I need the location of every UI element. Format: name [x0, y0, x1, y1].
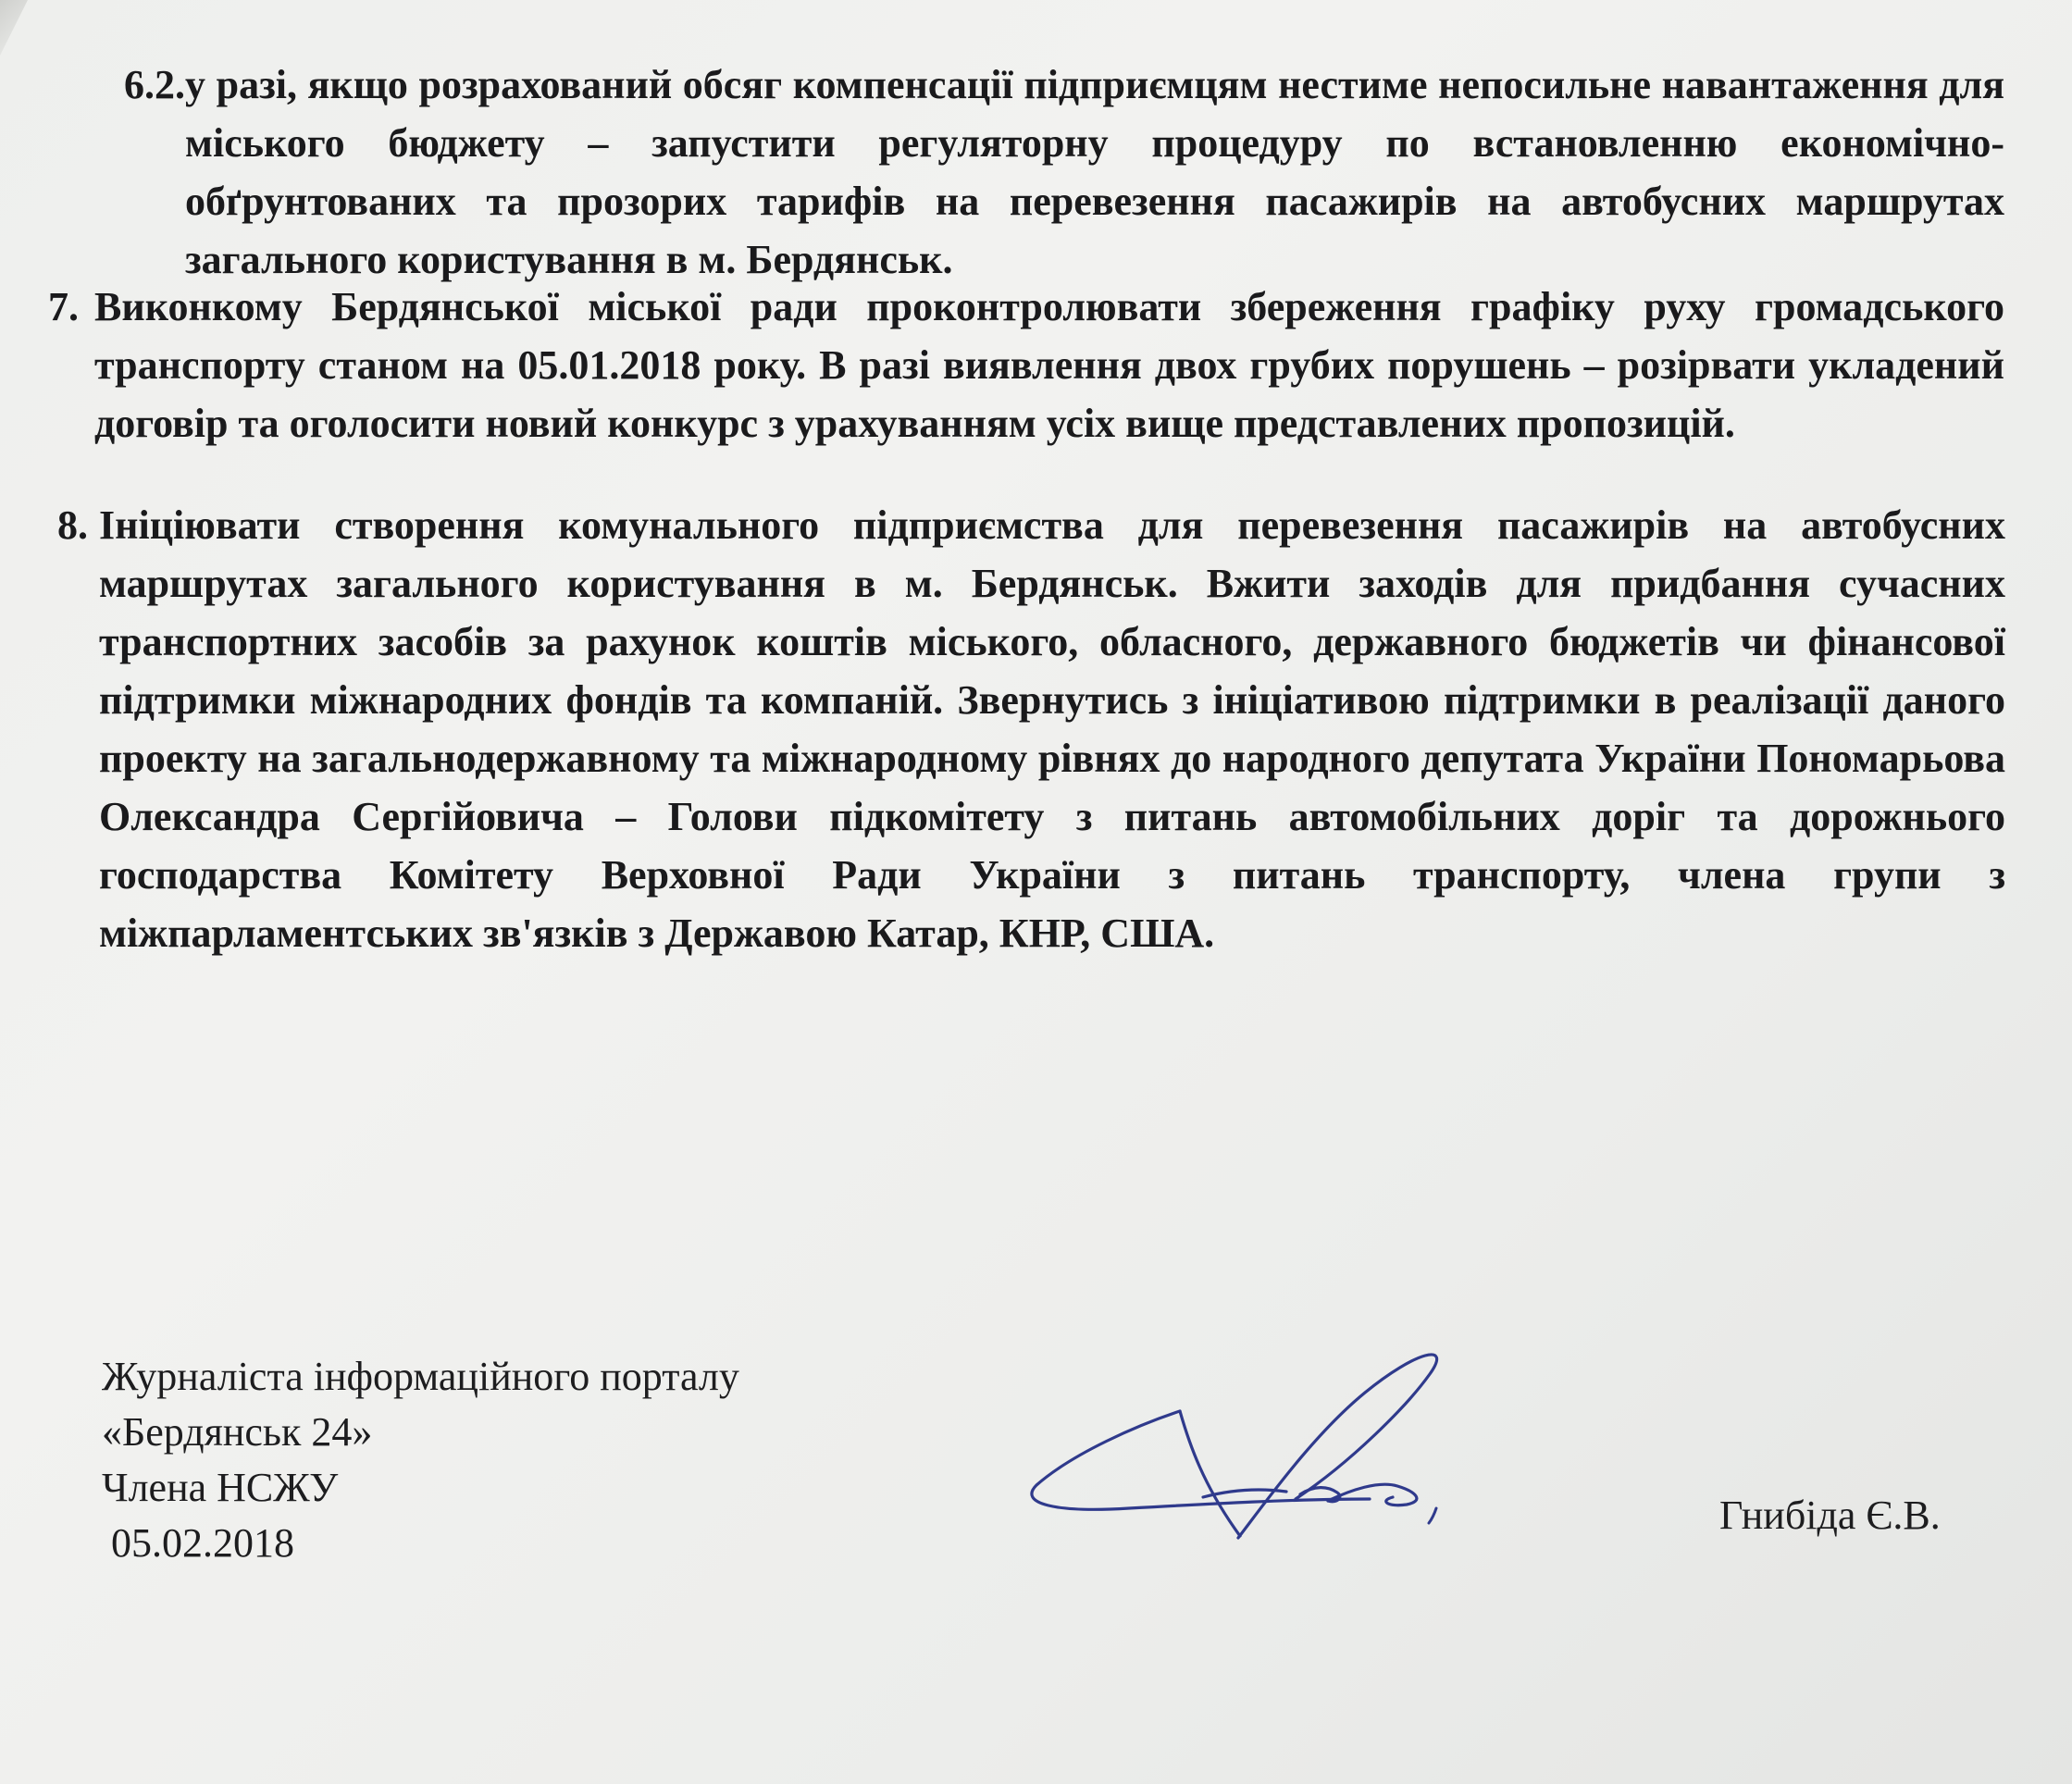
- signer-name: Гнибіда Є.В.: [1719, 1493, 1941, 1538]
- list-item-text: Виконкому Бердянської міської ради проконтролювати збереження графіку руху громадського транспорту станом на 05.01.2018 року. В разі виявлення двох грубих порушень – розірвати укладений договір та оголосити новий конкурс з урахуванням усіх вище представлених пропозицій.: [94, 284, 2004, 446]
- list-item-text: Ініціювати створення комунального підприємства для перевезення пасажирів на автобусних маршрутах загального користування в м. Бердянськ. Вжити заходів для придбання сучасних транспортних засобів за рахунок коштів міського, обласного, державного бюджетів чи фінансової підтримки міжнародних фондів та компаній. Звернутись з ініціативою підтримки в реалізації даного проекту на загальнодержавному та міжнародному рівнях до народного депутата України Пономарьова Олександра Сергійовича – Голови підкомітету з питань автомобільних доріг та дорожнього господарства Комітету Верховної Ради України з питань транспорту, члена групи з міжпарламентських зв'язків з Державою Катар, КНР, США.: [99, 502, 2005, 956]
- author-role-line-1: Журналіста інформаційного порталу: [102, 1354, 739, 1399]
- list-item-number: 6.2.: [124, 62, 185, 107]
- list-item-number: 7.: [48, 284, 79, 329]
- author-block: [102, 1349, 739, 1571]
- author-role-line-2: «Бердянськ 24»: [102, 1409, 373, 1455]
- list-item-number: 8.: [57, 502, 88, 548]
- document-date: 05.02.2018: [111, 1520, 294, 1566]
- page-corner-shadow: [0, 0, 28, 56]
- handwritten-signature-icon: [1018, 1323, 1536, 1564]
- author-role-line-3: Члена НСЖУ: [102, 1465, 339, 1510]
- list-item-text: у разі, якщо розрахований обсяг компенсації підприємцям нестиме непосильне навантаження для міського бюджету – запустити регуляторну процедуру по встановленню економічно-обґрунтованих та прозорих тарифів на перевезення пасажирів на автобусних маршрутах загального користування в м. Бердянськ.: [185, 62, 2004, 282]
